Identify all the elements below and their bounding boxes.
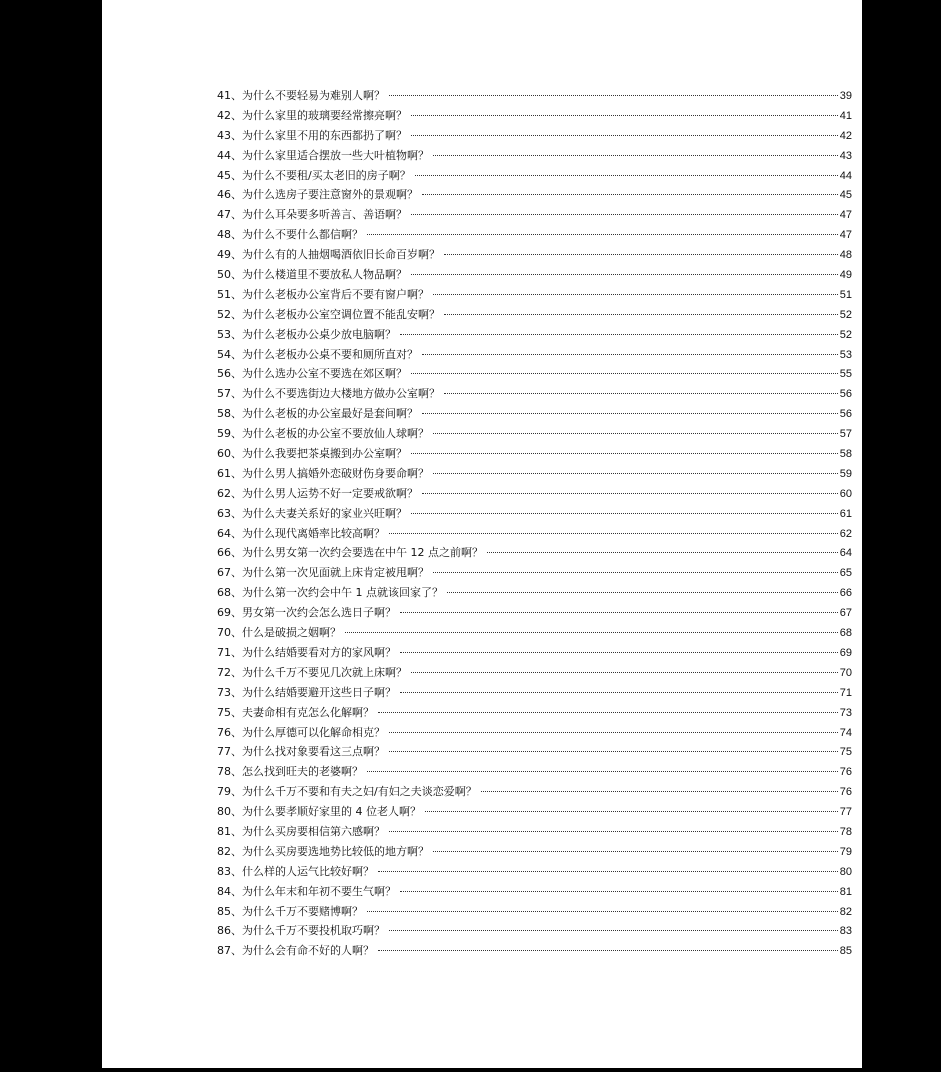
document-page xyxy=(102,0,862,1068)
toc-entry-page-number: 55 xyxy=(839,368,852,381)
toc-dot-leader xyxy=(389,533,838,534)
toc-entry-page-number: 66 xyxy=(839,587,852,600)
toc-entry-page-number: 60 xyxy=(839,487,852,500)
toc-entry-page-number: 67 xyxy=(839,607,852,620)
toc-entry[interactable] xyxy=(217,87,852,107)
toc-dot-leader xyxy=(389,95,838,96)
toc-entry-title: 73、为什么结婚要避开这些日子啊？ xyxy=(217,685,396,699)
toc-dot-leader xyxy=(411,135,838,136)
toc-entry-title: 49、为什么有的人抽烟喝酒依旧长命百岁啊？ xyxy=(217,248,440,262)
toc-dot-leader xyxy=(444,393,838,394)
toc-dot-leader xyxy=(367,234,838,235)
toc-entry-title: 45、为什么不要租/买太老旧的房子啊？ xyxy=(217,168,411,182)
toc-dot-leader xyxy=(433,294,838,295)
toc-dot-leader xyxy=(400,612,838,613)
toc-entry[interactable] xyxy=(217,127,852,147)
toc-entry-page-number: 79 xyxy=(839,845,852,858)
toc-entry[interactable] xyxy=(217,465,852,485)
toc-entry[interactable] xyxy=(217,823,852,843)
toc-entry-title: 83、什么样的人运气比较好啊？ xyxy=(217,864,374,878)
toc-entry-page-number: 62 xyxy=(839,527,852,540)
toc-dot-leader xyxy=(422,354,838,355)
toc-dot-leader xyxy=(411,214,838,215)
toc-entry-page-number: 73 xyxy=(839,706,852,719)
toc-entry-title: 69、男女第一次约会怎么选日子啊？ xyxy=(217,606,396,620)
toc-entry-title: 75、夫妻命相有克怎么化解啊？ xyxy=(217,705,374,719)
toc-entry-page-number: 61 xyxy=(839,507,852,520)
toc-dot-leader xyxy=(481,791,838,792)
toc-entry-page-number: 52 xyxy=(839,308,852,321)
toc-entry-title: 61、为什么男人搞婚外恋破财伤身要命啊？ xyxy=(217,466,429,480)
toc-dot-leader xyxy=(367,911,838,912)
toc-dot-leader xyxy=(378,871,838,872)
toc-entry[interactable] xyxy=(217,942,852,962)
toc-entry-title: 72、为什么千万不要见几次就上床啊？ xyxy=(217,665,407,679)
toc-entry-title: 84、为什么年末和年初不要生气啊？ xyxy=(217,884,396,898)
table-of-contents xyxy=(217,87,852,962)
toc-entry[interactable] xyxy=(217,644,852,664)
toc-dot-leader xyxy=(389,732,838,733)
toc-entry-title: 60、为什么我要把茶桌搬到办公室啊？ xyxy=(217,447,407,461)
toc-entry[interactable] xyxy=(217,525,852,545)
toc-dot-leader xyxy=(411,513,838,514)
toc-entry[interactable] xyxy=(217,385,852,405)
toc-dot-leader xyxy=(444,314,838,315)
toc-entry[interactable] xyxy=(217,704,852,724)
toc-entry-title: 56、为什么选办公室不要选在郊区啊？ xyxy=(217,367,407,381)
toc-entry-title: 80、为什么要孝顺好家里的 4 位老人啊？ xyxy=(217,805,421,819)
toc-dot-leader xyxy=(367,771,838,772)
toc-entry[interactable] xyxy=(217,544,852,564)
toc-entry-page-number: 42 xyxy=(839,129,852,142)
toc-dot-leader xyxy=(433,155,838,156)
toc-dot-leader xyxy=(378,950,838,951)
toc-entry-page-number: 74 xyxy=(839,726,852,739)
toc-entry-title: 71、为什么结婚要看对方的家风啊？ xyxy=(217,645,396,659)
toc-entry-page-number: 77 xyxy=(839,806,852,819)
toc-entry-title: 43、为什么家里不用的东西都扔了啊？ xyxy=(217,128,407,142)
toc-entry-title: 68、为什么第一次约会中午 1 点就该回家了？ xyxy=(217,586,443,600)
toc-entry-page-number: 47 xyxy=(839,209,852,222)
toc-dot-leader xyxy=(378,712,838,713)
toc-dot-leader xyxy=(400,334,838,335)
toc-dot-leader xyxy=(411,115,838,116)
toc-dot-leader xyxy=(487,552,838,553)
toc-entry-page-number: 76 xyxy=(839,766,852,779)
toc-entry-title: 64、为什么现代离婚率比较高啊？ xyxy=(217,526,385,540)
toc-entry-title: 62、为什么男人运势不好一定要戒欲啊？ xyxy=(217,486,418,500)
toc-entry-title: 44、为什么家里适合摆放一些大叶植物啊？ xyxy=(217,148,429,162)
toc-entry[interactable] xyxy=(217,405,852,425)
toc-dot-leader xyxy=(433,572,838,573)
toc-entry[interactable] xyxy=(217,604,852,624)
toc-dot-leader xyxy=(422,194,838,195)
toc-entry-title: 41、为什么不要轻易为难别人啊？ xyxy=(217,89,385,102)
toc-entry[interactable] xyxy=(217,684,852,704)
toc-dot-leader xyxy=(433,473,838,474)
toc-entry[interactable] xyxy=(217,246,852,266)
toc-entry[interactable] xyxy=(217,883,852,903)
toc-entry-page-number: 49 xyxy=(839,269,852,282)
toc-entry-title: 57、为什么不要选街边大楼地方做办公室啊？ xyxy=(217,387,440,401)
toc-dot-leader xyxy=(433,433,838,434)
toc-entry[interactable] xyxy=(217,206,852,226)
toc-entry[interactable] xyxy=(217,266,852,286)
toc-dot-leader xyxy=(389,831,838,832)
toc-entry-page-number: 52 xyxy=(839,328,852,341)
toc-entry[interactable] xyxy=(217,843,852,863)
toc-entry-title: 51、为什么老板办公室背后不要有窗户啊？ xyxy=(217,287,429,301)
toc-entry-title: 50、为什么楼道里不要放私人物品啊？ xyxy=(217,268,407,282)
toc-entry-page-number: 65 xyxy=(839,567,852,580)
toc-entry-title: 86、为什么千万不要投机取巧啊？ xyxy=(217,924,385,938)
toc-entry-title: 48、为什么不要什么都信啊？ xyxy=(217,228,363,242)
toc-entry-title: 85、为什么千万不要赌博啊？ xyxy=(217,904,363,918)
toc-entry[interactable] xyxy=(217,803,852,823)
toc-dot-leader xyxy=(444,254,838,255)
toc-entry-page-number: 76 xyxy=(839,786,852,799)
toc-dot-leader xyxy=(411,373,838,374)
toc-dot-leader xyxy=(415,175,838,176)
toc-entry-page-number: 80 xyxy=(839,865,852,878)
toc-dot-leader xyxy=(411,274,838,275)
toc-entry-title: 81、为什么买房要相信第六感啊？ xyxy=(217,824,385,838)
toc-entry-page-number: 39 xyxy=(839,90,852,102)
toc-entry-title: 78、怎么找到旺夫的老婆啊？ xyxy=(217,765,363,779)
toc-entry-page-number: 58 xyxy=(839,448,852,461)
toc-entry-title: 77、为什么找对象要看这三点啊？ xyxy=(217,745,385,759)
toc-dot-leader xyxy=(433,851,838,852)
toc-entry[interactable] xyxy=(217,903,852,923)
toc-entry-page-number: 82 xyxy=(839,905,852,918)
toc-entry-title: 52、为什么老板办公室空调位置不能乱安啊？ xyxy=(217,307,440,321)
toc-entry-title: 63、为什么夫妻关系好的家业兴旺啊？ xyxy=(217,506,407,520)
toc-entry[interactable] xyxy=(217,922,852,942)
toc-entry[interactable] xyxy=(217,226,852,246)
toc-entry[interactable] xyxy=(217,365,852,385)
toc-entry-title: 76、为什么厚德可以化解命相克？ xyxy=(217,725,385,739)
toc-entry-page-number: 81 xyxy=(839,885,852,898)
toc-entry[interactable] xyxy=(217,505,852,525)
toc-entry-page-number: 57 xyxy=(839,428,852,441)
toc-entry[interactable] xyxy=(217,286,852,306)
toc-dot-leader xyxy=(389,751,838,752)
toc-entry-page-number: 59 xyxy=(839,467,852,480)
toc-dot-leader xyxy=(425,811,838,812)
toc-dot-leader xyxy=(422,493,838,494)
toc-entry[interactable] xyxy=(217,326,852,346)
toc-entry-page-number: 78 xyxy=(839,825,852,838)
toc-entry[interactable] xyxy=(217,724,852,744)
toc-entry[interactable] xyxy=(217,346,852,366)
toc-entry[interactable] xyxy=(217,763,852,783)
toc-entry-title: 54、为什么老板办公桌不要和厕所直对？ xyxy=(217,347,418,361)
toc-dot-leader xyxy=(400,652,838,653)
toc-entry-page-number: 68 xyxy=(839,627,852,640)
toc-entry[interactable] xyxy=(217,107,852,127)
toc-entry-page-number: 70 xyxy=(839,666,852,679)
toc-entry-page-number: 85 xyxy=(839,945,852,958)
toc-dot-leader xyxy=(389,930,838,931)
toc-entry-title: 82、为什么买房要选地势比较低的地方啊？ xyxy=(217,844,429,858)
toc-entry[interactable] xyxy=(217,147,852,167)
toc-entry-page-number: 44 xyxy=(839,169,852,182)
toc-entry-page-number: 56 xyxy=(839,408,852,421)
toc-entry-title: 70、什么是破损之姻啊？ xyxy=(217,626,341,640)
toc-entry-page-number: 41 xyxy=(839,109,852,122)
toc-entry[interactable] xyxy=(217,186,852,206)
toc-entry[interactable] xyxy=(217,664,852,684)
toc-entry-page-number: 56 xyxy=(839,388,852,401)
toc-entry[interactable] xyxy=(217,783,852,803)
toc-entry[interactable] xyxy=(217,167,852,187)
toc-entry-title: 59、为什么老板的办公室不要放仙人球啊？ xyxy=(217,427,429,441)
toc-entry-title: 87、为什么会有命不好的人啊？ xyxy=(217,944,374,958)
toc-entry[interactable] xyxy=(217,584,852,604)
toc-entry-page-number: 71 xyxy=(839,686,852,699)
toc-dot-leader xyxy=(447,592,838,593)
toc-entry-page-number: 47 xyxy=(839,229,852,242)
toc-entry-title: 53、为什么老板办公桌少放电脑啊？ xyxy=(217,327,396,341)
toc-entry-page-number: 53 xyxy=(839,348,852,361)
toc-entry-page-number: 51 xyxy=(839,288,852,301)
toc-entry[interactable] xyxy=(217,445,852,465)
toc-entry-title: 58、为什么老板的办公室最好是套间啊？ xyxy=(217,407,418,421)
toc-entry-page-number: 45 xyxy=(839,189,852,202)
toc-entry[interactable] xyxy=(217,485,852,505)
toc-entry-page-number: 64 xyxy=(839,547,852,560)
toc-entry-page-number: 75 xyxy=(839,746,852,759)
toc-entry-title: 66、为什么男女第一次约会要选在中午 12 点之前啊？ xyxy=(217,546,483,560)
toc-dot-leader xyxy=(411,453,838,454)
toc-entry-page-number: 83 xyxy=(839,925,852,938)
toc-entry-page-number: 69 xyxy=(839,646,852,659)
toc-dot-leader xyxy=(400,692,838,693)
toc-entry[interactable] xyxy=(217,624,852,644)
toc-entry[interactable] xyxy=(217,564,852,584)
toc-entry-title: 47、为什么耳朵要多听善言、善语啊？ xyxy=(217,208,407,222)
toc-entry[interactable] xyxy=(217,306,852,326)
toc-entry-title: 46、为什么选房子要注意窗外的景观啊？ xyxy=(217,188,418,202)
toc-entry[interactable] xyxy=(217,743,852,763)
toc-dot-leader xyxy=(345,632,838,633)
toc-entry[interactable] xyxy=(217,425,852,445)
toc-entry-title: 42、为什么家里的玻璃要经常擦亮啊？ xyxy=(217,108,407,122)
toc-entry-title: 79、为什么千万不要和有夫之妇/有妇之夫谈恋爱啊？ xyxy=(217,785,477,799)
toc-dot-leader xyxy=(411,672,838,673)
toc-entry-page-number: 43 xyxy=(839,149,852,162)
toc-entry[interactable] xyxy=(217,863,852,883)
toc-dot-leader xyxy=(400,891,838,892)
toc-dot-leader xyxy=(422,413,838,414)
toc-entry-page-number: 48 xyxy=(839,249,852,262)
toc-entry-title: 67、为什么第一次见面就上床肯定被甩啊？ xyxy=(217,566,429,580)
